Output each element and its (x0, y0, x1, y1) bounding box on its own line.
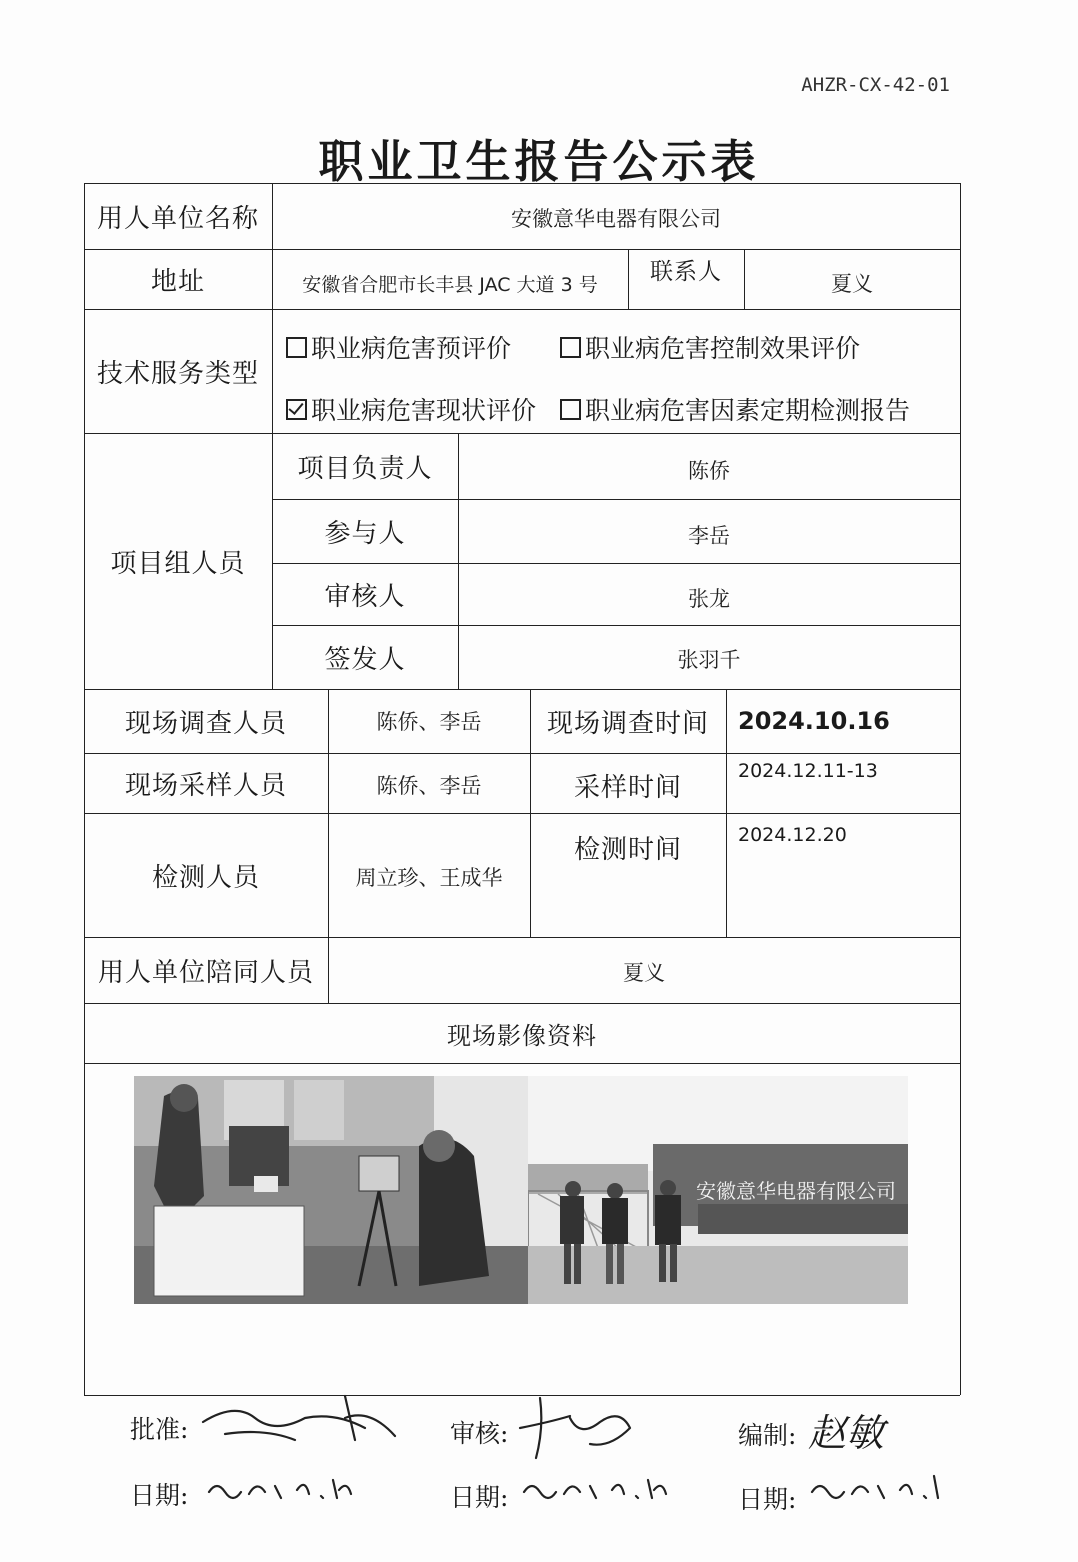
survey-time-value: 2024.10.16 (738, 707, 890, 735)
gate-sign-text: 安徽意华电器有限公司 (696, 1179, 896, 1203)
survey-time-label: 现场调查时间 (546, 708, 709, 739)
service-option-control-evaluation: 职业病危害控制效果评价 (560, 329, 860, 365)
document-code: AHZR-CX-42-01 (801, 74, 950, 96)
approver-signature (195, 1388, 410, 1458)
team-role: 参与人 (324, 518, 406, 549)
service-type-label: 技术服务类型 (96, 358, 259, 389)
sampling-staff-value: 陈侨、李岳 (376, 774, 482, 798)
address-value: 安徽省合肥市长丰县 JAC 大道 3 号 (302, 273, 598, 296)
compile-date-label: 日期: (738, 1485, 797, 1514)
testing-time-value: 2024.12.20 (738, 824, 847, 846)
page-title: 职业卫生报告公示表 (318, 135, 760, 188)
team-name: 张龙 (688, 587, 730, 611)
team-name: 陈侨 (688, 459, 730, 483)
contact-value: 夏义 (831, 272, 873, 296)
approve-label: 批准: (130, 1415, 189, 1444)
team-role: 签发人 (324, 644, 406, 675)
employer-value: 安徽意华电器有限公司 (511, 207, 721, 231)
compile-name: 赵敏 (808, 1411, 885, 1455)
testing-staff-label: 检测人员 (151, 862, 260, 893)
review-date-label: 日期: (450, 1483, 509, 1512)
checkbox-empty-icon (286, 337, 307, 358)
address-label: 地址 (150, 266, 205, 297)
factory-gate-photo (528, 1076, 908, 1304)
checkbox-empty-icon (560, 399, 581, 420)
compile-date-handwriting (808, 1466, 948, 1506)
service-option-periodic-testing: 职业病危害因素定期检测报告 (560, 391, 910, 427)
approve-date-label: 日期: (130, 1481, 189, 1510)
sampling-staff-label: 现场采样人员 (124, 770, 287, 801)
service-option-status-evaluation: 职业病危害现状评价 (286, 391, 536, 427)
team-role: 项目负责人 (297, 453, 433, 484)
checkbox-checked-icon (286, 399, 307, 420)
survey-staff-value: 陈侨、李岳 (376, 710, 482, 734)
employer-label: 用人单位名称 (96, 203, 259, 234)
images-label: 现场影像资料 (447, 1021, 597, 1050)
checkbox-empty-icon (560, 337, 581, 358)
review-date-handwriting (520, 1466, 670, 1506)
team-role: 审核人 (324, 581, 406, 612)
testing-staff-value: 周立珍、王成华 (355, 866, 503, 890)
reviewer-signature (510, 1388, 660, 1468)
team-name: 李岳 (688, 524, 730, 548)
team-label: 项目组人员 (110, 548, 246, 579)
sampling-time-label: 采样时间 (573, 772, 682, 803)
report-table (84, 183, 960, 1395)
workshop-photo (134, 1076, 528, 1304)
compile-label: 编制: (738, 1421, 797, 1450)
survey-staff-label: 现场调查人员 (124, 708, 287, 739)
testing-time-label: 检测时间 (573, 834, 682, 865)
approve-date-handwriting (205, 1466, 355, 1506)
sampling-time-value: 2024.12.11-13 (738, 760, 878, 782)
team-name: 张羽千 (677, 648, 741, 672)
site-photos (134, 1076, 908, 1304)
review-label: 审核: (450, 1419, 509, 1448)
escort-label: 用人单位陪同人员 (97, 957, 314, 988)
service-option-pre-evaluation: 职业病危害预评价 (286, 329, 511, 365)
escort-value: 夏义 (623, 961, 665, 985)
contact-label: 联系人 (650, 258, 722, 285)
